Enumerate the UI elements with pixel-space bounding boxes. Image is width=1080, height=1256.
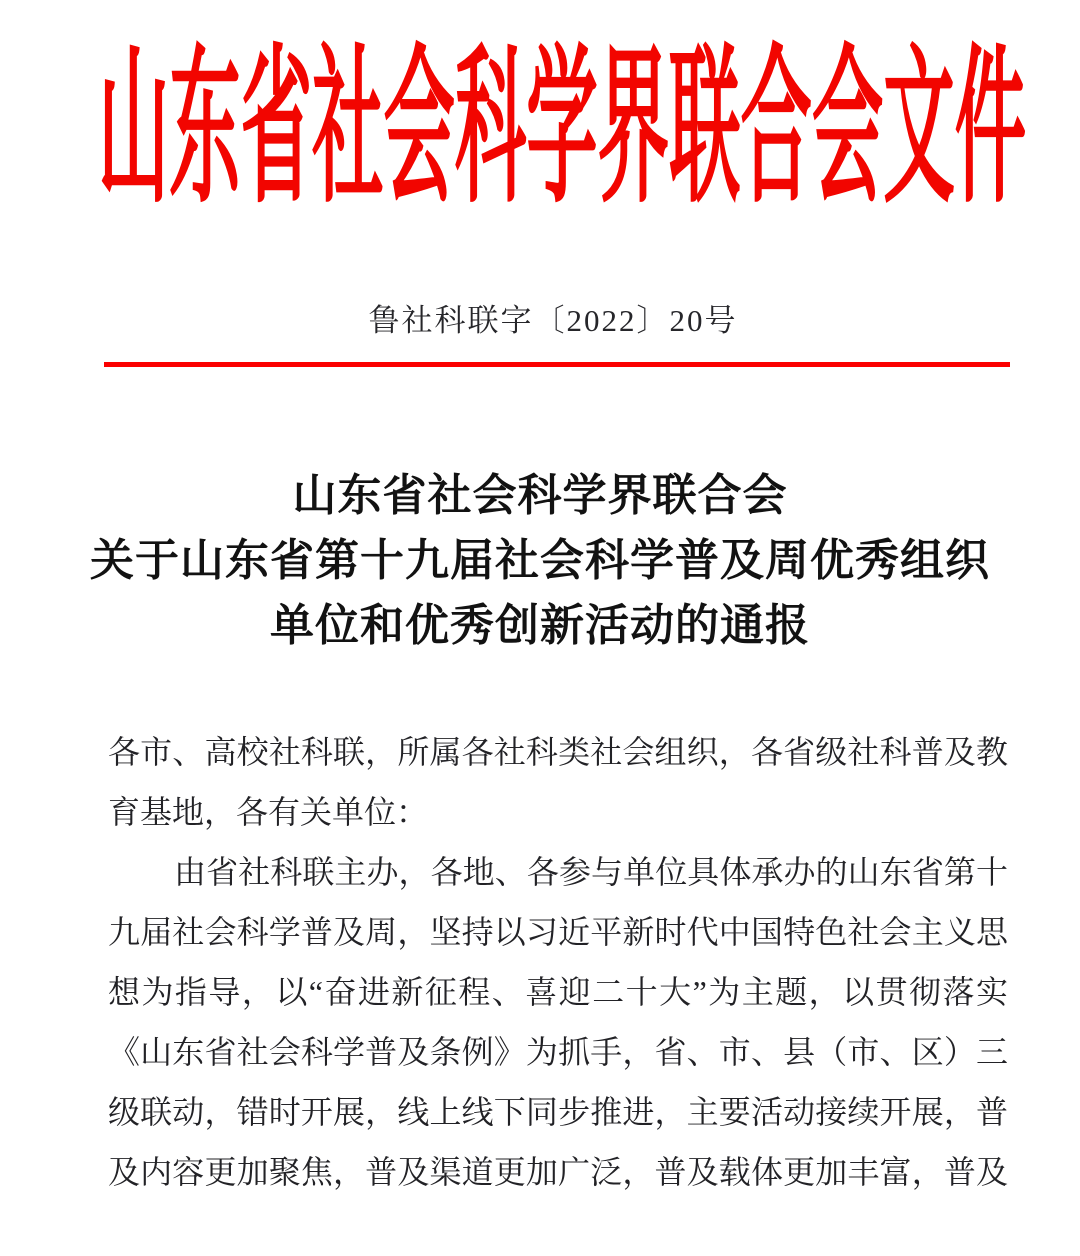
title-line-subject-2: 单位和优秀创新活动的通报 (270, 601, 810, 650)
title-line-subject-1: 关于山东省第十九届社会科学普及周优秀组织 (90, 536, 990, 585)
body-line: 想为指导，以“奋进新征程、喜迎二十大”为主题，以贯彻落实 (108, 974, 1008, 1010)
notice-title (0, 463, 1080, 658)
body-line: 级联动，错时开展，线上线下同步推进，主要活动接续开展，普 (108, 1094, 1008, 1130)
doc-reference-number: 鲁社科联字〔2022〕20号 (368, 303, 738, 338)
org-name-banner-text: 山东省社会科学界联合会文件 (97, 35, 1027, 223)
body-line: 九届社会科学普及周，坚持以习近平新时代中国特色社会主义思 (108, 914, 1008, 950)
body-line: 《山东省社会科学普及条例》为抓手，省、市、县（市、区）三 (108, 1034, 1008, 1070)
body-text (108, 722, 1008, 1202)
body-line: 育基地，各有关单位： (108, 794, 429, 830)
red-divider-line (104, 362, 1010, 367)
body-line: 及内容更加聚焦，普及渠道更加广泛，普及载体更加丰富，普及 (108, 1154, 1008, 1190)
body-line: 各市、高校社科联，所属各社科类社会组织，各省级社科普及教 (108, 734, 1008, 770)
title-line-org: 山东省社会科学界联合会 (292, 471, 788, 520)
red-header-banner (0, 28, 1080, 230)
body-line: 由省社科联主办，各地、各参与单位具体承办的山东省第十 (174, 854, 1008, 890)
